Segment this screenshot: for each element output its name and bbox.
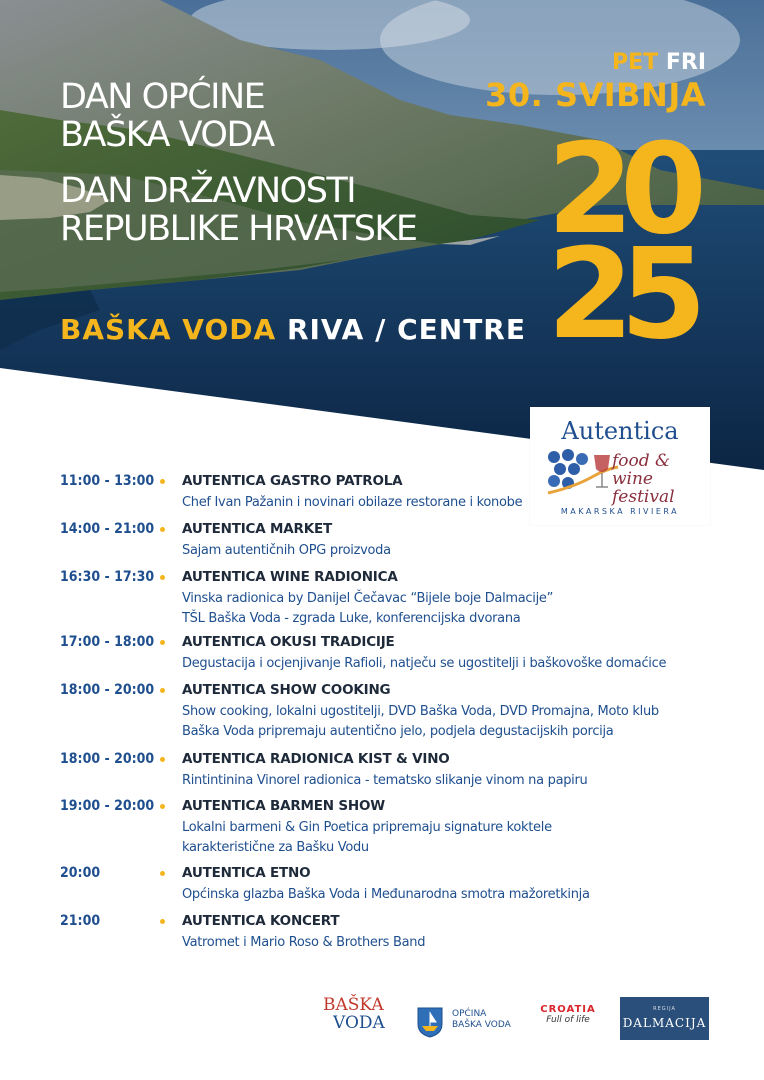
weekday-en: FRI bbox=[665, 50, 706, 75]
year-bottom: 25 bbox=[547, 222, 693, 367]
croatia-logo-text: CROATIA bbox=[540, 1004, 596, 1015]
event-time: 20:00 bbox=[60, 865, 101, 881]
event-title-block bbox=[60, 78, 417, 248]
event-description-line: Vatromet i Mario Roso & Brothers Band bbox=[182, 935, 426, 950]
event-title: AUTENTICA OKUSI TRADICIJE bbox=[182, 634, 395, 650]
event-description bbox=[182, 654, 666, 674]
event-title: AUTENTICA WINE RADIONICA bbox=[182, 569, 398, 585]
bullet-dot bbox=[160, 757, 165, 762]
coat-of-arms-icon bbox=[416, 1006, 444, 1038]
event-description bbox=[182, 933, 425, 953]
title-line-1: DAN OPĆINE bbox=[60, 77, 265, 117]
event-date: 30. SVIBNJA bbox=[485, 76, 706, 114]
location-venue: RIVA / CENTRE bbox=[286, 313, 526, 346]
title-line-2: BAŠKA VODA bbox=[60, 115, 274, 155]
event-title: AUTENTICA SHOW COOKING bbox=[182, 682, 391, 698]
subtitle-line-2: REPUBLIKE HRVATSKE bbox=[60, 209, 417, 249]
event-title: AUTENTICA KONCERT bbox=[182, 913, 340, 929]
event-time: 18:00 - 20:00 bbox=[60, 682, 155, 698]
event-description bbox=[182, 702, 659, 741]
location-town: BAŠKA VODA bbox=[60, 313, 277, 346]
bullet-dot bbox=[160, 804, 165, 809]
event-time: 11:00 - 13:00 bbox=[60, 473, 155, 489]
event-time: 19:00 - 20:00 bbox=[60, 798, 155, 814]
event-description-line: Lokalni barmeni & Gin Poetica pripremaju signature koktele bbox=[182, 820, 552, 835]
event-description bbox=[182, 771, 587, 791]
event-description-line: Show cooking, lokalni ugostitelji, DVD Baška Voda, DVD Promajna, Moto klub bbox=[182, 704, 659, 719]
event-time: 17:00 - 18:00 bbox=[60, 634, 155, 650]
event-weekday bbox=[612, 50, 706, 75]
event-title: AUTENTICA MARKET bbox=[182, 521, 332, 537]
event-title: AUTENTICA GASTRO PATROLA bbox=[182, 473, 403, 489]
sponsor-logos bbox=[0, 990, 764, 1050]
event-description-line: TŠL Baška Voda - zgrada Luke, konferencijska dvorana bbox=[182, 610, 521, 626]
baska-logo-line-1: BAŠKA bbox=[323, 995, 384, 1015]
event-description bbox=[182, 818, 552, 857]
croatia-logo bbox=[538, 1004, 598, 1025]
baska-logo-line-2: VODA bbox=[333, 1013, 385, 1033]
opcina-line-1: OPĆINA bbox=[452, 1009, 487, 1019]
dalmacija-text: DALMACIJA bbox=[622, 1016, 707, 1030]
subtitle-line-1: DAN DRŽAVNOSTI bbox=[60, 171, 356, 211]
year-top: 20 bbox=[547, 117, 693, 262]
opcina-line-2: BAŠKA VODA bbox=[452, 1020, 511, 1030]
event-title: AUTENTICA ETNO bbox=[182, 865, 311, 881]
event-title: AUTENTICA BARMEN SHOW bbox=[182, 798, 385, 814]
dalmacija-logo bbox=[620, 997, 709, 1040]
bullet-dot bbox=[160, 919, 165, 924]
bullet-dot bbox=[160, 688, 165, 693]
event-description-line: karakteristične za Bašku Vodu bbox=[182, 839, 369, 855]
event-description-line: Općinska glazba Baška Voda i Međunarodna smotra mažoretkinja bbox=[182, 887, 590, 902]
event-description-line: Degustacija i ocjenjivanje Rafioli, natječu se ugostitelji i baškovoške domaćice bbox=[182, 656, 667, 671]
event-time: 14:00 - 21:00 bbox=[60, 521, 155, 537]
event-time: 21:00 bbox=[60, 913, 101, 929]
baska-voda-logo bbox=[323, 996, 385, 1032]
event-description-line: Chef Ivan Pažanin i novinari obilaze restorane i konobe bbox=[182, 495, 523, 510]
event-location bbox=[60, 313, 526, 346]
event-description-line: Rintintinina Vinorel radionica - tematsko slikanje vinom na papiru bbox=[182, 773, 588, 788]
opcina-logo bbox=[416, 1006, 511, 1042]
logo-line-3: festival bbox=[612, 487, 675, 507]
bullet-dot bbox=[160, 575, 165, 580]
bullet-dot bbox=[160, 640, 165, 645]
event-description-line: Sajam autentičnih OPG proizvoda bbox=[182, 543, 391, 558]
logo-subtitle: MAKARSKA RIVIERA bbox=[560, 507, 680, 516]
event-description bbox=[182, 541, 391, 561]
weekday-hr: PET bbox=[612, 50, 659, 75]
event-time: 18:00 - 20:00 bbox=[60, 751, 155, 767]
logo-title: Autentica bbox=[561, 417, 679, 445]
bullet-dot bbox=[160, 479, 165, 484]
event-description bbox=[182, 885, 590, 905]
event-description bbox=[182, 493, 522, 513]
event-description-line: Vinska radionica by Danijel Čečavac “Bijele boje Dalmacije” bbox=[182, 591, 554, 606]
dalmacija-small-text: REGIJA bbox=[653, 1006, 676, 1012]
festival-logo bbox=[530, 407, 710, 525]
event-time: 16:30 - 17:30 bbox=[60, 569, 155, 585]
event-description bbox=[182, 589, 553, 628]
logo-line-2: wine bbox=[612, 469, 653, 489]
logo-line-1: food & bbox=[612, 451, 671, 471]
bullet-dot bbox=[160, 871, 165, 876]
croatia-tagline: Full of life bbox=[546, 1015, 590, 1025]
bullet-dot bbox=[160, 527, 165, 532]
opcina-logo-text bbox=[452, 1009, 511, 1031]
event-description-line: Baška Voda pripremaju autentično jelo, podjela degustacijskih porcija bbox=[182, 723, 614, 739]
event-title: AUTENTICA RADIONICA KIST & VINO bbox=[182, 751, 450, 767]
